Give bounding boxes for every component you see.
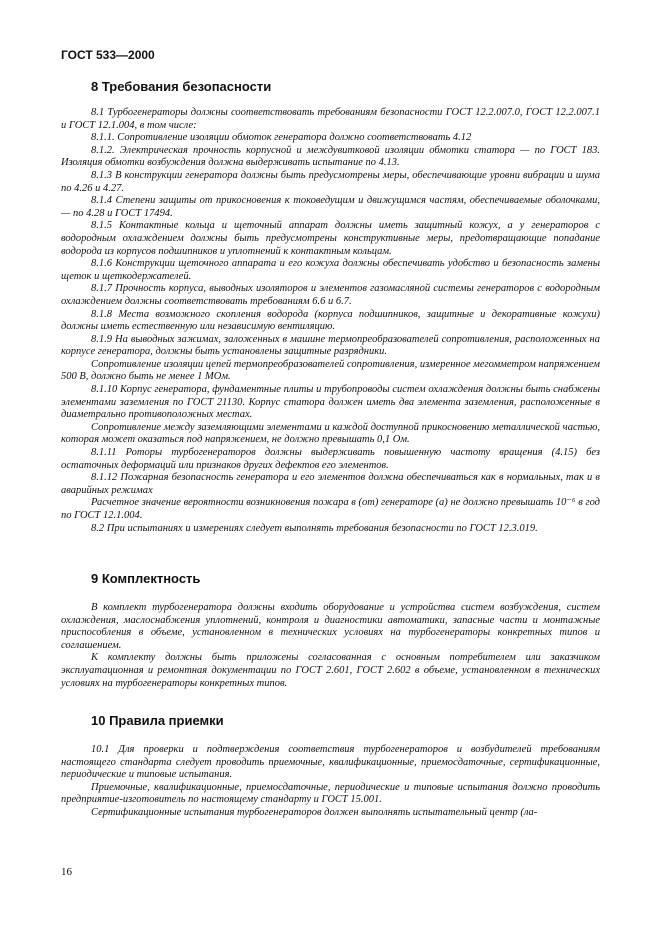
paragraph: 8.1.11 Роторы турбогенераторов должны выдерживать повышенную частоту вращения (4.15) без остаточных деформаций или признаков других дефектов его элементов. <box>61 447 600 471</box>
section-safety-requirements <box>61 79 600 535</box>
section-acceptance-rules <box>61 713 600 820</box>
paragraph: 8.1.8 Места возможного скопления водорода (корпуса подшипников, защитные и декоративные кожухи) должны иметь естественную или независимую вентиляцию. <box>61 308 600 333</box>
section-body <box>61 602 600 690</box>
paragraph: 8.1.4 Степени защиты от прикосновения к токоведущим и движущимся частям, обеспечиваемые оболочками, — по 4.28 и ГОСТ 17494. <box>61 195 600 219</box>
paragraph: 8.1.1. Сопротивление изоляции обмоток генератора должно соответствовать 4.12 <box>91 132 472 144</box>
paragraph: К комплекту должны быть приложены согласованная с основным потребителем или заказчиком эксплуатационная и ремонтная документации по ГОСТ 2.601, ГОСТ 2.602 в объеме, установленном в технических условиях на турбогенераторы конкретных типов. <box>61 652 600 689</box>
paragraph: Сертификационные испытания турбогенераторов должен выполнять испытательный центр (ла- <box>91 806 538 818</box>
section-body <box>61 107 600 535</box>
paragraph: 8.1.9 На выводных зажимах, заложенных в машине термопреобразователей сопротивления, расположенных на корпусе генератора, должны быть установлены защитные разрядники. <box>61 333 600 358</box>
section-completeness <box>61 571 600 690</box>
paragraph: 8.1.2. Электрическая прочность корпусной и междувитковой изоляции обмотки статора — по ГОСТ 183. Изоляция обмотки возбуждения должна выдерживать испытание по 4.13. <box>61 144 600 169</box>
paragraph: В комплект турбогенератора должны входить оборудование и устройства систем возбуждения, систем охлаждения, маслоснабжения уплотнений, контроля и диагностики автоматики, запасные части и монтажные приспособления в объеме, установленном в технических условиях на турбогенераторы конкретных типов и соглашением. <box>61 602 600 651</box>
paragraph: 8.1.10 Корпус генератора, фундаментные плиты и трубопроводы систем охлаждения должны быть снабжены элементами заземления по ГОСТ 21130. Корпус статора должен иметь два элемента заземления, расположенные в диаметрально противоположных местах. <box>61 384 600 421</box>
section-title: 10 Правила приемки <box>91 713 224 728</box>
paragraph: Сопротивление между заземляющими элементами и каждой доступной прикосновению металлической частью, которая может оказаться под напряжением, не должно превышать 0,1 Ом. <box>61 421 600 446</box>
paragraph: 10.1 Для проверки и подтверждения соответствия турбогенераторов и возбудителей требованиям настоящего стандарта следует проводить приемочные, квалификационные, приемосдаточные, сертификационные, периодические и типовые испытания. <box>61 744 600 781</box>
section-body <box>61 744 600 820</box>
paragraph: 8.1.7 Прочность корпуса, выводных изоляторов и элементов газомасляной системы генераторов с водородным охлаждением должны соответствовать требованиям 6.6 и 6.7. <box>61 283 600 307</box>
paragraph: 8.1 Турбогенераторы должны соответствовать требованиям безопасности ГОСТ 12.2.007.0, ГОСТ 12.2.007.1 и ГОСТ 12.1.004, в том числе: <box>61 107 600 131</box>
paragraph: Сопротивление изоляции цепей термопреобразователей сопротивления, измеренное мегомметром напряжением 500 В, должно быть не менее 1 МОм. <box>61 358 600 383</box>
paragraph: Приемочные, квалификационные, приемосдаточные, периодические и типовые испытания должно проводить предприятие-изготовитель по настоящему стандарту и ГОСТ 15.001. <box>61 781 600 806</box>
paragraph: 8.2 При испытаниях и измерениях следует выполнять требования безопасности по ГОСТ 12.3.019. <box>91 522 538 534</box>
section-title: 9 Комплектность <box>91 571 201 586</box>
paragraph: 8.1.12 Пожарная безопасность генератора и его элементов должна обеспечиваться как в нормальных, так и в аварийных режимах <box>61 472 600 496</box>
page-header: ГОСТ 533—2000 <box>61 48 155 62</box>
paragraph: 8.1.3 В конструкции генератора должны быть предусмотрены меры, обеспечивающие уровни вибрации и шума по 4.26 и 4.27. <box>61 169 600 194</box>
paragraph: 8.1.5 Контактные кольца и щеточный аппарат должны иметь защитный кожух, а у генераторов с водородным охлаждением должны быть предусмотрены конструктивные меры, предотвращающие попадание водорода из корпусов подшипников и уплотнений к контактным кольцам. <box>61 220 600 257</box>
page-number: 16 <box>61 866 72 878</box>
section-title: 8 Требования безопасности <box>91 79 272 94</box>
paragraph: Расчетное значение вероятности возникновения пожара в (от) генераторе (а) не должно превышать 10⁻⁶ в год по ГОСТ 12.1.004. <box>61 497 600 521</box>
paragraph: 8.1.6 Конструкции щеточного аппарата и его кожуха должны обеспечивать удобство и безопасность замены щеток и щеткодержателей. <box>61 258 600 282</box>
